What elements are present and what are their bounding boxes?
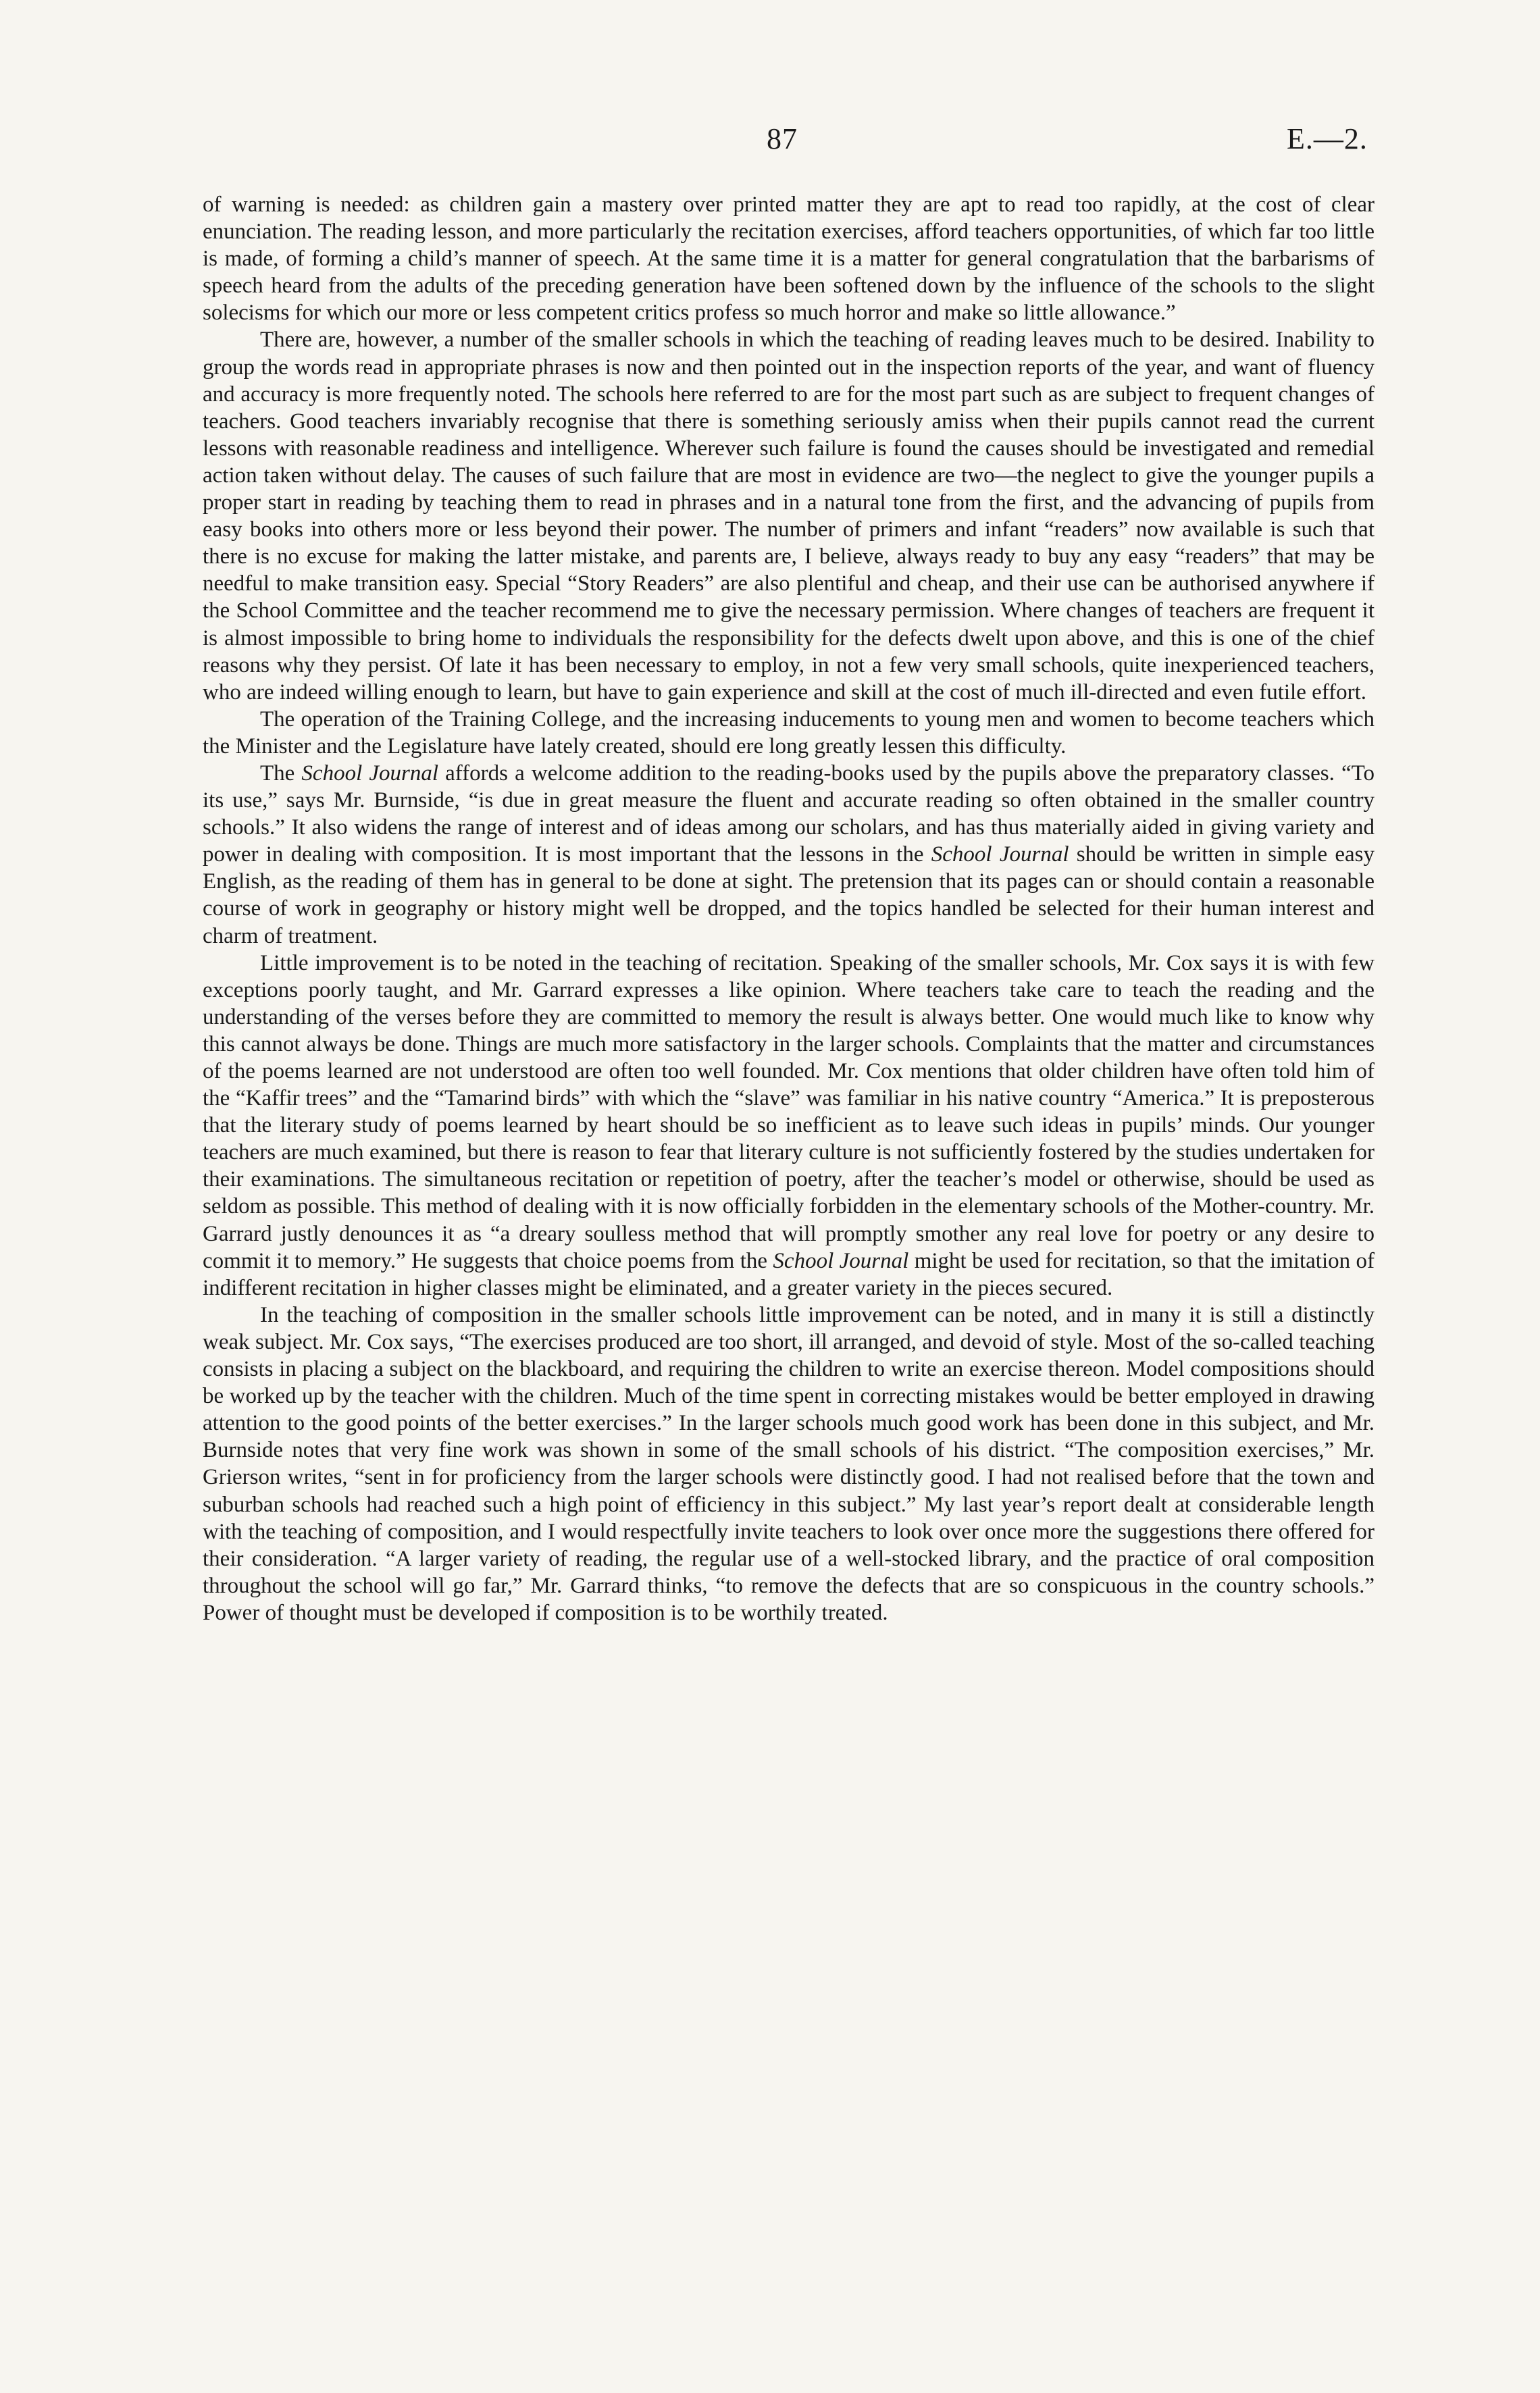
italic-title: School Journal xyxy=(773,1248,909,1273)
page-header xyxy=(0,122,1540,169)
italic-title: School Journal xyxy=(931,842,1069,867)
body-text xyxy=(203,191,1375,1626)
text-segment: The operation of the Training College, and the increasing inducements to young men and women to become teachers which the Minister and the Legislature have lately created, should ere long greatly lessen this difficulty. xyxy=(203,706,1375,758)
text-segment: The xyxy=(260,761,302,786)
document-reference: E.—2. xyxy=(1287,122,1368,155)
text-segment: might be used for recitation, so that the imitation of indifferent recitation in higher classes might be eliminated, and a greater variety in the pieces secured. xyxy=(203,1248,1375,1300)
text-segment: affords a welcome addition to the reading-books used by the pupils above the preparatory classes. “To its use,” says Mr. Burnside, “is due in great measure the fluent and accurate reading so often obtained in the smaller country schools.” It also widens the range of interest and of ideas among our scholars, and has thus materially aided in giving variety and power in dealing with composition. It is most important that the lessons in the xyxy=(203,761,1375,867)
text-segment: of warning is needed: as children gain a mastery over printed matter they are apt to read too rapidly, at the cost of clear enunciation. The reading lesson, and more particularly the recitation exercises, afford teachers opportunities, of which far too little is made, of forming a child’s manner of speech. At the same time it is a matter for general congratulation that the barbarisms of speech heard from the adults of the preceding generation have been softened down by the influence of the schools to the slight solecisms for which our more or less competent critics profess so much horror and make so little allowance.” xyxy=(203,192,1375,326)
page-number: 87 xyxy=(767,122,798,155)
text-segment: should be written in simple easy English, as the reading of them has in general to be done at sight. The pretension that its pages can or should contain a reasonable course of work in geography or history might well be dropped, and the topics handled be selected for their human interest and charm of treatment. xyxy=(203,842,1375,948)
paragraph xyxy=(203,1302,1375,1626)
text-segment: There are, however, a number of the smaller schools in which the teaching of reading leaves much to be desired. Inability to group the words read in appropriate phrases is now and then pointed out in the inspection reports of the year, and want of fluency and accuracy is more frequently noted. The schools here referred to are for the most part such as are subject to frequent changes of teachers. Good teachers invariably recognise that there is something seriously amiss when their pupils cannot read the current lessons with reasonable readiness and intelligence. Wherever such failure is found the causes should be investigated and remedial action taken without delay. The causes of such failure that are most in evidence are two—the neglect to give the younger pupils a proper start in reading by teaching them to read in phrases and in a natural tone from the first, and the advancing of pupils from easy books into others more or less beyond their power. The number of primers and infant “readers” now available is such that there is no excuse for making the latter mistake, and parents are, I believe, always ready to buy any easy “readers” that may be needful to make transition easy. Special “Story Readers” are also plentiful and cheap, and their use can be authorised anywhere if the School Committee and the teacher recommend me to give the necessary permission. Where changes of teachers are frequent it is almost impossible to bring home to individuals the responsibility for the defects dwelt upon above, and this is one of the chief reasons why they persist. Of late it has been necessary to employ, in not a few very small schools, quite inexperienced teachers, who are indeed willing enough to learn, but have to gain experience and skill at the cost of much ill-directed and even futile effort. xyxy=(203,328,1375,704)
text-segment: In the teaching of composition in the smaller schools little improvement can be noted, and in many it is still a distinctly weak subject. Mr. Cox says, “The exercises produced are too short, ill arranged, and devoid of style. Most of the so-called teaching consists in placing a subject on the blackboard, and requiring the children to write an exercise thereon. Model compositions should be worked up by the teacher with the children. Much of the time spent in correcting mistakes would be better employed in drawing attention to the good points of the better exercises.” In the larger schools much good work has been done in this subject, and Mr. Burnside notes that very fine work was shown in some of the small schools of his district. “The composition exercises,” Mr. Grierson writes, “sent in for proficiency from the larger schools were distinctly good. I had not realised before that the town and suburban schools had reached such a high point of efficiency in this subject.” My last year’s report dealt at considerable length with the teaching of composition, and I would respectfully invite teachers to look over once more the suggestions there offered for their consideration. “A larger variety of reading, the regular use of a well-stocked library, and the practice of oral composition throughout the school will go far,” Mr. Garrard thinks, “to remove the defects that are so conspicuous in the country schools.” Power of thought must be developed if composition is to be worthily treated. xyxy=(203,1302,1375,1625)
paragraph xyxy=(203,191,1375,326)
paragraph xyxy=(203,950,1375,1302)
text-segment: Little improvement is to be noted in the teaching of recitation. Speaking of the smaller schools, Mr. Cox says it is with few exceptions poorly taught, and Mr. Garrard expresses a like opinion. Where teachers take care to teach the reading and the understanding of the verses before they are committed to memory the result is always better. One would much like to know why this cannot always be done. Things are much more satisfactory in the larger schools. Complaints that the matter and circumstances of the poems learned are not understood are often too well founded. Mr. Cox mentions that older children have often told him of the “Kaffir trees” and the “Tamarind birds” with which the “slave” was familiar in his native country “America.” It is preposterous that the literary study of poems learned by heart should be so inefficient as to leave such ideas in pupils’ minds. Our younger teachers are much examined, but there is reason to fear that literary culture is not sufficiently fostered by the studies undertaken for their examinations. The simultaneous recitation or repetition of poetry, after the teacher’s model or otherwise, should be used as seldom as possible. This method of dealing with it is now officially forbidden in the elementary schools of the Mother-country. Mr. Garrard justly denounces it as “a dreary soulless method that will promptly smother any real love for poetry or any desire to commit it to memory.” He suggests that choice poems from the xyxy=(203,950,1375,1273)
paragraph xyxy=(203,760,1375,950)
paragraph xyxy=(203,706,1375,760)
italic-title: School Journal xyxy=(301,761,439,786)
paragraph xyxy=(203,326,1375,705)
